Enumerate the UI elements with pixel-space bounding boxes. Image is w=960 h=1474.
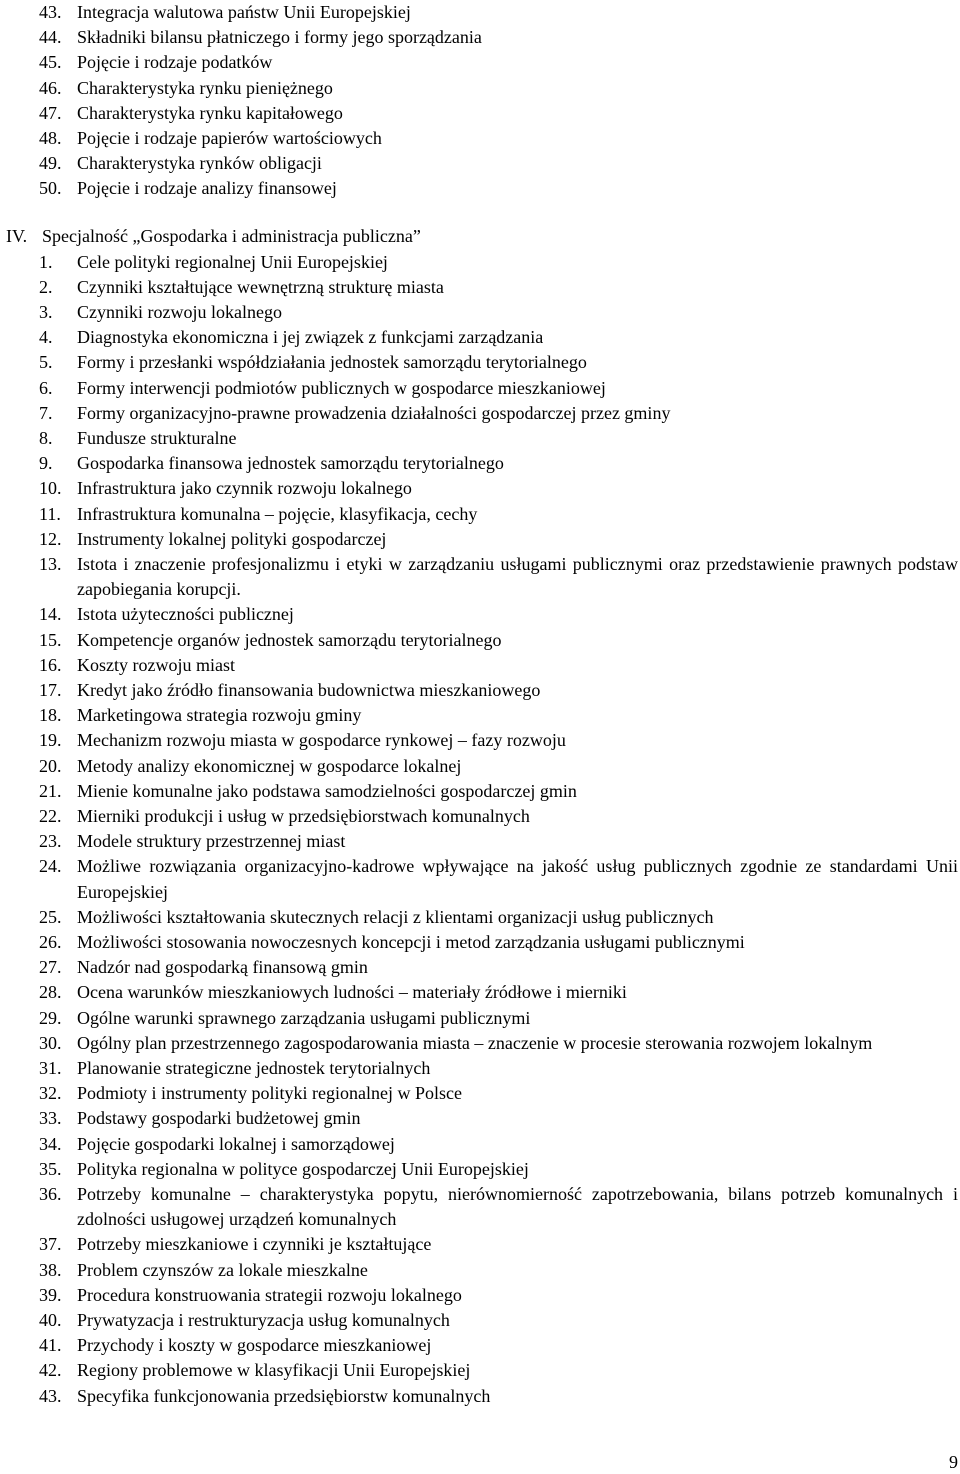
list-item: [0, 804, 958, 829]
list-item-text: Potrzeby komunalne – charakterystyka popytu, nierównomierność zapotrzebowania, bilans potrzeb komunalnych i zdolności usługowej urządzeń komunalnych: [77, 1184, 958, 1230]
list-item-text: Ogólne warunki sprawnego zarządzania usługami publicznymi: [77, 1007, 531, 1028]
list-item-number: 6.: [39, 377, 53, 398]
list-item-text: Polityka regionalna w polityce gospodarczej Unii Europejskiej: [77, 1158, 529, 1179]
list-item-text: Problem czynszów za lokale mieszkalne: [77, 1259, 368, 1280]
list-item: [0, 1232, 958, 1257]
list-item-number: 11.: [39, 503, 61, 524]
list-item-text: Kompetencje organów jednostek samorządu terytorialnego: [77, 629, 502, 650]
list-item: [0, 678, 958, 703]
list-item-number: 19.: [39, 730, 62, 751]
list-item: [0, 76, 958, 101]
list-item-text: Fundusze strukturalne: [77, 427, 237, 448]
list-item: [0, 401, 958, 426]
list-item-text: Mierniki produkcji i usług w przedsiębiorstwach komunalnych: [77, 805, 530, 826]
list-item: [0, 250, 958, 275]
list-item: [0, 905, 958, 930]
list-item-text: Specyfika funkcjonowania przedsiębiorstw komunalnych: [77, 1385, 491, 1406]
list-item-text: Czynniki kształtujące wewnętrzną strukturę miasta: [77, 276, 444, 297]
list-item-number: 43.: [39, 2, 62, 22]
list-item-text: Pojęcie i rodzaje podatków: [77, 52, 273, 73]
list-item-text: Metody analizy ekonomicznej w gospodarce lokalnej: [77, 755, 462, 776]
list-item-text: Formy organizacyjno-prawne prowadzenia działalności gospodarczej przez gminy: [77, 402, 671, 423]
section-number: IV.: [6, 226, 28, 246]
list-item-text: Mienie komunalne jako podstawa samodzielności gospodarczej gmin: [77, 780, 577, 801]
list-item-number: 33.: [39, 1108, 62, 1129]
list-item: [0, 653, 958, 678]
list-item-text: Charakterystyka rynku pieniężnego: [77, 77, 333, 98]
list-item: [0, 0, 958, 25]
list-item: [0, 1106, 958, 1131]
list-item-number: 32.: [39, 1083, 62, 1104]
list-item-number: 10.: [39, 478, 62, 499]
list-item-text: Potrzeby mieszkaniowe i czynniki je kształtujące: [77, 1234, 432, 1255]
list-item-text: Koszty rozwoju miast: [77, 654, 235, 675]
list-item-text: Istota użyteczności publicznej: [77, 604, 294, 625]
list-item-number: 40.: [39, 1310, 62, 1331]
list-item: [0, 502, 958, 527]
list-item-text: Gospodarka finansowa jednostek samorządu terytorialnego: [77, 453, 504, 474]
list-item: [0, 854, 958, 904]
list-item-text: Nadzór nad gospodarką finansową gmin: [77, 957, 368, 978]
list-item: [0, 1056, 958, 1081]
list-item: [0, 1258, 958, 1283]
list-item: [0, 527, 958, 552]
page-number: 9: [949, 1452, 958, 1472]
list-item-text: Cele polityki regionalnej Unii Europejskiej: [77, 251, 388, 272]
list-item-number: 24.: [39, 856, 62, 877]
list-item-text: Infrastruktura komunalna – pojęcie, klasyfikacja, cechy: [77, 503, 478, 524]
list-item-number: 38.: [39, 1259, 62, 1280]
list-item: [0, 376, 958, 401]
list-item-number: 36.: [39, 1184, 62, 1205]
list-item-number: 27.: [39, 957, 62, 978]
list-item: [0, 703, 958, 728]
list-item-text: Instrumenty lokalnej polityki gospodarczej: [77, 528, 387, 549]
list-item: [0, 728, 958, 753]
list-item: [0, 325, 958, 350]
list-item-text: Infrastruktura jako czynnik rozwoju lokalnego: [77, 478, 412, 499]
list-item-number: 12.: [39, 528, 62, 549]
list-item: [0, 1333, 958, 1358]
list-item-text: Pojęcie i rodzaje papierów wartościowych: [77, 128, 382, 149]
list-item-number: 20.: [39, 755, 62, 776]
list-item: [0, 275, 958, 300]
list-item-text: Pojęcie i rodzaje analizy finansowej: [77, 178, 337, 199]
list-item: [0, 126, 958, 151]
list-item-number: 50.: [39, 178, 62, 199]
list-item-text: Pojęcie gospodarki lokalnej i samorządowej: [77, 1133, 395, 1154]
list-item-text: Podstawy gospodarki budżetowej gmin: [77, 1108, 361, 1129]
list-item-text: Formy i przesłanki współdziałania jednostek samorządu terytorialnego: [77, 352, 587, 373]
list-item-number: 28.: [39, 982, 62, 1003]
list-item-text: Istota i znaczenie profesjonalizmu i etyki w zarządzaniu usługami publicznymi oraz przedstawienie prawnych podstaw zapobiegania korupcji.: [77, 553, 958, 600]
list-item-number: 1.: [39, 251, 53, 272]
list-item-number: 48.: [39, 128, 62, 149]
list-item-text: Formy interwencji podmiotów publicznych w gospodarce mieszkaniowej: [77, 377, 606, 398]
list-item-number: 49.: [39, 153, 62, 174]
list-item-text: Charakterystyka rynku kapitałowego: [77, 102, 343, 123]
list-item: [0, 426, 958, 451]
list-item-number: 46.: [39, 77, 62, 98]
list-item-number: 2.: [39, 276, 53, 297]
list-item-text: Kredyt jako źródło finansowania budownictwa mieszkaniowego: [77, 679, 541, 700]
list-item-number: 26.: [39, 931, 62, 952]
list-item-text: Charakterystyka rynków obligacji: [77, 153, 322, 174]
list-item-number: 16.: [39, 654, 62, 675]
list-item-number: 15.: [39, 629, 62, 650]
list-item-text: Regiony problemowe w klasyfikacji Unii Europejskiej: [77, 1360, 471, 1381]
list-item: [0, 101, 958, 126]
list-item-number: 45.: [39, 52, 62, 73]
list-item-number: 18.: [39, 705, 62, 726]
list-item: [0, 980, 958, 1005]
list-item: [0, 50, 958, 75]
list-item-number: 7.: [39, 402, 53, 423]
list-item-text: Marketingowa strategia rozwoju gminy: [77, 705, 362, 726]
list-item: [0, 1384, 958, 1409]
list-item-number: 44.: [39, 27, 62, 48]
list-item-number: 39.: [39, 1284, 62, 1305]
list-item: [0, 25, 958, 50]
list-item: [0, 779, 958, 804]
list-item-text: Możliwości stosowania nowoczesnych koncepcji i metod zarządzania usługami publicznymi: [77, 931, 745, 952]
list-item-number: 29.: [39, 1007, 62, 1028]
list-item-number: 41.: [39, 1335, 62, 1356]
list-item: [0, 552, 958, 602]
list-item: [0, 176, 958, 201]
list-item-text: Integracja walutowa państw Unii Europejskiej: [77, 2, 411, 22]
list-item: [0, 1031, 958, 1056]
list-item: [0, 1358, 958, 1383]
list-item-number: 23.: [39, 831, 62, 852]
list-item-number: 30.: [39, 1032, 62, 1053]
list-item-text: Podmioty i instrumenty polityki regionalnej w Polsce: [77, 1083, 462, 1104]
list-item: [0, 628, 958, 653]
list-item-number: 9.: [39, 453, 53, 474]
list-item: [0, 1182, 958, 1232]
list-item-number: 21.: [39, 780, 62, 801]
list-item-text: Przychody i koszty w gospodarce mieszkaniowej: [77, 1335, 432, 1356]
list-item-number: 17.: [39, 679, 62, 700]
list-item-number: 13.: [39, 553, 62, 574]
list-item-number: 22.: [39, 805, 62, 826]
list-item-text: Planowanie strategiczne jednostek terytorialnych: [77, 1058, 431, 1078]
list-item: [0, 1132, 958, 1157]
list-item-number: 25.: [39, 906, 62, 927]
list-item-text: Mechanizm rozwoju miasta w gospodarce rynkowej – fazy rozwoju: [77, 730, 566, 751]
list-item-number: 14.: [39, 604, 62, 625]
list-item-number: 3.: [39, 301, 53, 322]
list-item-number: 31.: [39, 1058, 62, 1078]
list-item: [0, 1006, 958, 1031]
list-item-text: Diagnostyka ekonomiczna i jej związek z funkcjami zarządzania: [77, 327, 544, 348]
list-item-text: Prywatyzacja i restrukturyzacja usług komunalnych: [77, 1310, 450, 1331]
list-item: [0, 955, 958, 980]
list-item: [0, 602, 958, 627]
list-item-text: Możliwe rozwiązania organizacyjno-kadrowe wpływające na jakość usług publicznych zgodnie ze standardami Unii Europejskiej: [77, 856, 958, 902]
list-item-number: 35.: [39, 1158, 62, 1179]
list-item-text: Ogólny plan przestrzennego zagospodarowania miasta – znaczenie w procesie sterowania rozwojem lokalnym: [77, 1032, 873, 1053]
list-item: [0, 829, 958, 854]
list-item-number: 37.: [39, 1234, 62, 1255]
list-item-text: Możliwości kształtowania skutecznych relacji z klientami organizacji usług publicznych: [77, 906, 714, 927]
list-item-number: 34.: [39, 1133, 62, 1154]
list-item-text: Procedura konstruowania strategii rozwoju lokalnego: [77, 1284, 462, 1305]
list-item: [0, 1157, 958, 1182]
list-item-number: 43.: [39, 1385, 62, 1406]
list-item: [0, 151, 958, 176]
list-item: [0, 300, 958, 325]
list-item-number: 42.: [39, 1360, 62, 1381]
list-item: [0, 930, 958, 955]
list-item-text: Czynniki rozwoju lokalnego: [77, 301, 282, 322]
list-item: [0, 1081, 958, 1106]
numbered-list-continued: [0, 0, 958, 202]
list-item: [0, 1308, 958, 1333]
list-item-text: Modele struktury przestrzennej miast: [77, 831, 346, 852]
list-item: [0, 476, 958, 501]
list-item: [0, 1283, 958, 1308]
list-item: [0, 451, 958, 476]
list-item-text: Ocena warunków mieszkaniowych ludności – materiały źródłowe i mierniki: [77, 982, 627, 1003]
numbered-list: [0, 250, 958, 1409]
section-title: Specjalność „Gospodarka i administracja publiczna”: [42, 226, 421, 246]
list-item: [0, 350, 958, 375]
list-item-number: 4.: [39, 327, 53, 348]
list-item-number: 5.: [39, 352, 53, 373]
list-item: [0, 754, 958, 779]
list-item-text: Składniki bilansu płatniczego i formy jego sporządzania: [77, 27, 482, 48]
list-item-number: 8.: [39, 427, 53, 448]
list-item-number: 47.: [39, 102, 62, 123]
